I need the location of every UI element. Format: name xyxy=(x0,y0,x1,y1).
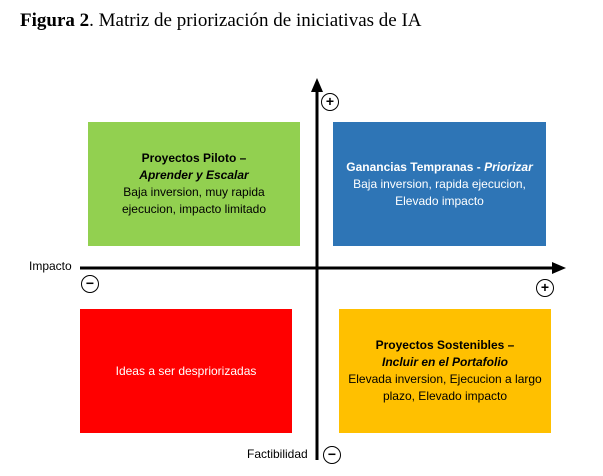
quadrant-body-line: Elevado impacto xyxy=(395,193,484,208)
quadrant-title-italic: Priorizar xyxy=(484,159,533,174)
figure-caption: . Matriz de priorización de iniciativas de IA xyxy=(89,10,422,31)
minus-circle-icon-left: − xyxy=(81,275,99,293)
quadrant-subtitle: Incluir en el Portafolio xyxy=(381,355,509,369)
quadrant-body-line: Baja inversion, muy rapida xyxy=(123,185,265,199)
quadrant-subtitle: Aprender y Escalar xyxy=(139,168,249,182)
minus-circle-icon-bottom: − xyxy=(323,446,341,464)
quadrant-title-text: Ganancias Tempranas - xyxy=(346,159,485,174)
quadrant-body-line: Elevada inversion, Ejecucion a largo xyxy=(348,372,542,386)
figure-label: Figura 2 xyxy=(20,10,90,31)
horizontal-axis-arrowhead xyxy=(552,262,566,274)
quadrant-title: Proyectos Piloto – xyxy=(141,151,247,165)
plus-circle-icon-top: + xyxy=(321,93,339,111)
quadrant-title: Proyectos Sostenibles – xyxy=(375,338,515,352)
vertical-axis-arrowhead xyxy=(311,78,323,92)
quadrant-body-line: plazo, Elevado impacto xyxy=(382,389,508,403)
quadrant-body-line: ejecucion, impacto limitado xyxy=(121,202,267,216)
y-axis-label: Factibilidad xyxy=(247,447,308,461)
x-axis-label: Impacto xyxy=(29,259,72,273)
plus-circle-icon-right: + xyxy=(536,279,554,297)
quadrant-body-line: Baja inversion, rapida ejecucion, xyxy=(353,176,526,191)
quadrant-body-line: Ideas a ser despriorizadas xyxy=(115,363,257,378)
